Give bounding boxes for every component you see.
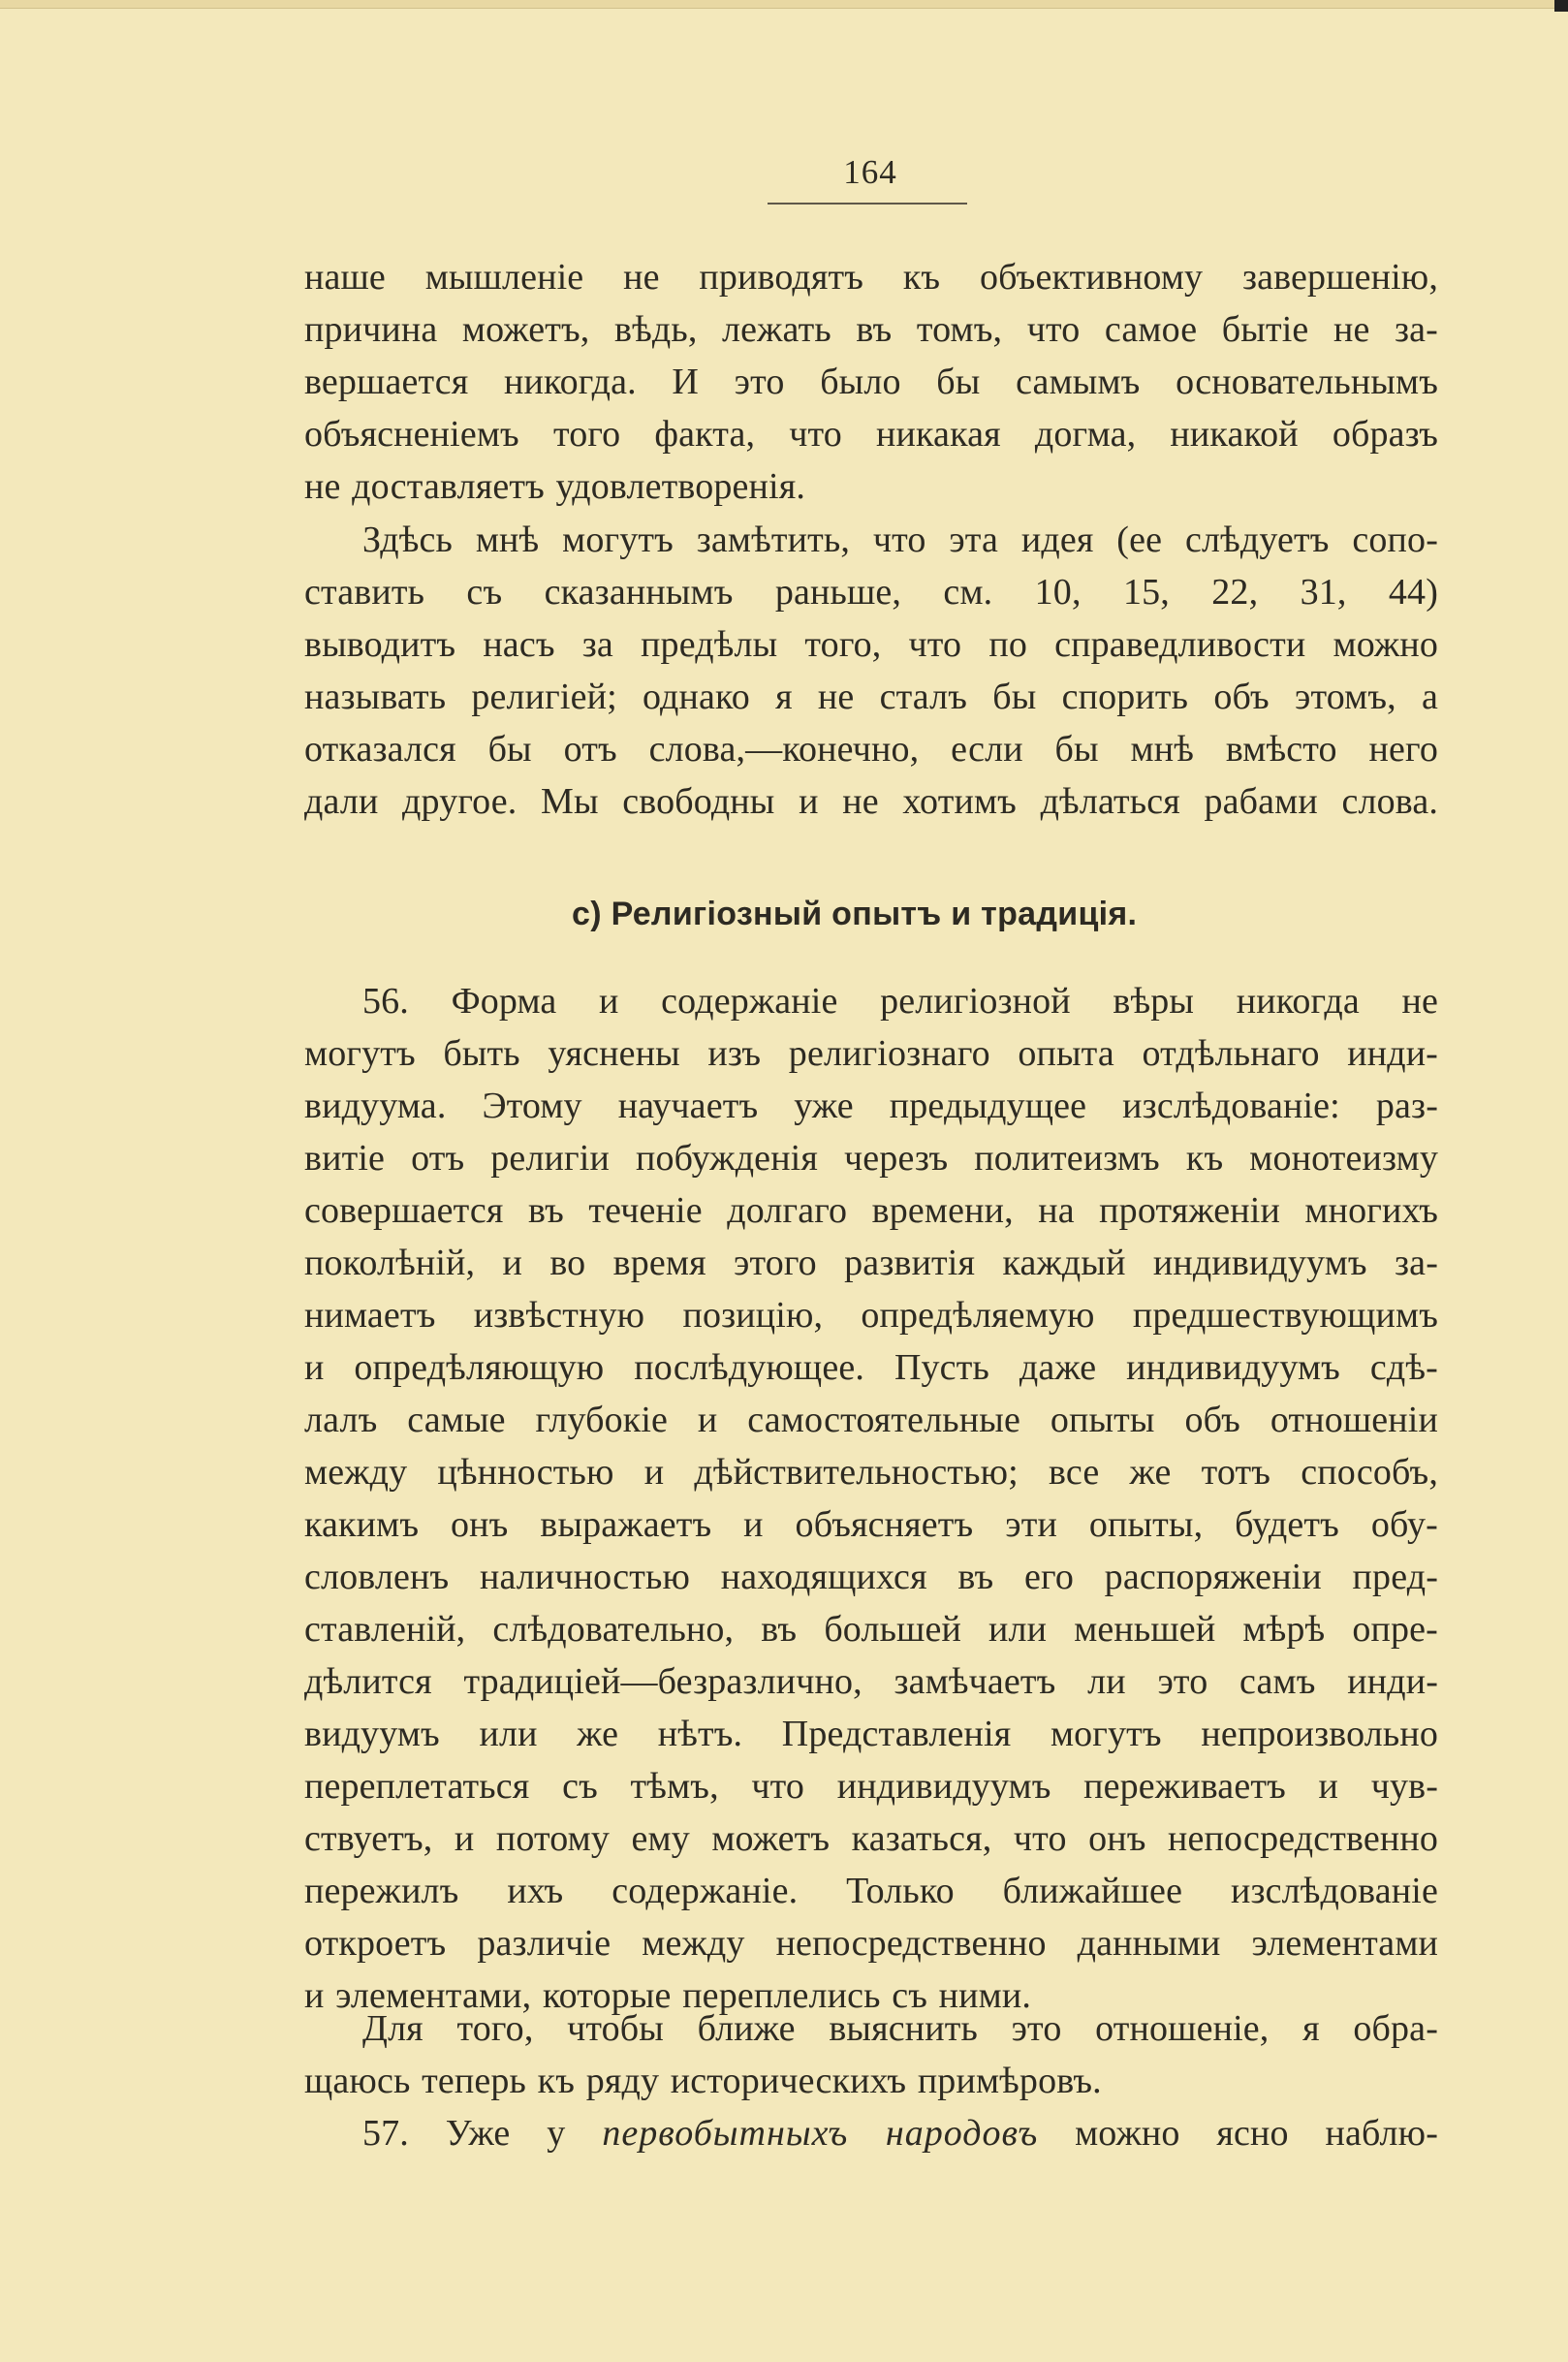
text-line: не доставляетъ удовлетворенія. xyxy=(304,466,806,507)
text-line: объясненіемъ того факта, что никакая догма, никакой образъ xyxy=(304,414,1438,455)
text-suffix: можно ясно наблю- xyxy=(1038,2113,1439,2154)
text-line: дѣлится традиціей—безразлично, замѣчаетъ ли это самъ инди- xyxy=(304,1661,1438,1702)
text-line: Для того, чтобы ближе выяснить это отношеніе, я обра- xyxy=(362,2008,1438,2049)
text-line: отказался бы отъ слова,—конечно, если бы мнѣ вмѣсто него xyxy=(304,729,1438,770)
text-line: совершается въ теченіе долгаго времени, на протяженіи многихъ xyxy=(304,1190,1438,1231)
text-line: наше мышленіе не приводятъ къ объективному завершенію, xyxy=(304,257,1438,298)
text-prefix: 57. Уже у xyxy=(362,2113,603,2154)
section-heading: c) Религіозный опытъ и традиція. xyxy=(572,896,1138,932)
text-line: нимаетъ извѣстную позицію, опредѣляемую предшествующимъ xyxy=(304,1295,1438,1336)
text-line: причина можетъ, вѣдь, лежать въ томъ, что самое бытіе не за- xyxy=(304,309,1438,350)
text-line: называть религіей; однако я не сталъ бы спорить объ этомъ, а xyxy=(304,677,1438,717)
text-line: ставленій, слѣдовательно, въ большей или меньшей мѣрѣ опре- xyxy=(304,1609,1438,1650)
text-line: вершается никогда. И это было бы самымъ основательнымъ xyxy=(304,362,1438,402)
text-line: дали другое. Мы свободны и не хотимъ дѣлаться рабами слова. xyxy=(304,781,1438,822)
page-number-rule xyxy=(768,203,967,205)
italic-phrase: первобытныхъ народовъ xyxy=(602,2113,1039,2154)
text-line: между цѣнностью и дѣйствительностью; все же тотъ способъ, xyxy=(304,1452,1438,1493)
text-line: переплетаться съ тѣмъ, что индивидуумъ переживаетъ и чув- xyxy=(304,1766,1438,1807)
text-line: словленъ наличностью находящихся въ его распоряженіи пред- xyxy=(304,1557,1438,1597)
text-line: пережилъ ихъ содержаніе. Только ближайшее изслѣдованіе xyxy=(304,1871,1438,1911)
text-line: и опредѣляющую послѣдующее. Пусть даже индивидуумъ сдѣ- xyxy=(304,1347,1438,1388)
text-line: и элементами, которые переплелись съ ними. xyxy=(304,1975,1031,2016)
text-line: поколѣній, и во время этого развитія каждый индивидуумъ за- xyxy=(304,1243,1438,1283)
scan-corner-mark xyxy=(1554,0,1568,12)
text-line: какимъ онъ выражаетъ и объясняетъ эти опыты, будетъ обу- xyxy=(304,1504,1438,1545)
text-line: видуума. Этому научаетъ уже предыдущее изслѣдованіе: раз- xyxy=(304,1086,1438,1126)
text-line: Здѣсь мнѣ могутъ замѣтить, что эта идея (ее слѣдуетъ сопо- xyxy=(362,520,1438,560)
text-line: ставить съ сказаннымъ раньше, см. 10, 15, 22, 31, 44) xyxy=(304,572,1438,613)
paragraph-4 xyxy=(304,2002,1438,2107)
text-line: видуумъ или же нѣтъ. Представленія могутъ непроизвольно xyxy=(304,1714,1438,1754)
text-line-with-italic xyxy=(304,2107,1438,2159)
text-line: откроетъ различіе между непосредственно данными элементами xyxy=(304,1923,1438,1964)
text-line: щаюсь теперь къ ряду историческихъ примѣровъ. xyxy=(304,2061,1102,2101)
text-line: 56. Форма и содержаніе религіозной вѣры никогда не xyxy=(362,981,1438,1022)
text-line: могутъ быть уяснены изъ религіознаго опыта отдѣльнаго инди- xyxy=(304,1033,1438,1074)
paragraph-3 xyxy=(304,975,1438,2022)
page-number: 164 xyxy=(843,153,897,191)
paragraph-5 xyxy=(304,2107,1438,2159)
paragraph-2 xyxy=(304,514,1438,828)
text-line: витіе отъ религіи побужденія черезъ политеизмъ къ монотеизму xyxy=(304,1138,1438,1179)
text-line: выводитъ насъ за предѣлы того, что по справедливости можно xyxy=(304,624,1438,665)
paragraph-1 xyxy=(304,251,1438,513)
text-line: лалъ самые глубокіе и самостоятельные опыты объ отношеніи xyxy=(304,1400,1438,1440)
text-line: ствуетъ, и потому ему можетъ казаться, что онъ непосредственно xyxy=(304,1818,1438,1859)
page-top-edge xyxy=(0,0,1568,9)
